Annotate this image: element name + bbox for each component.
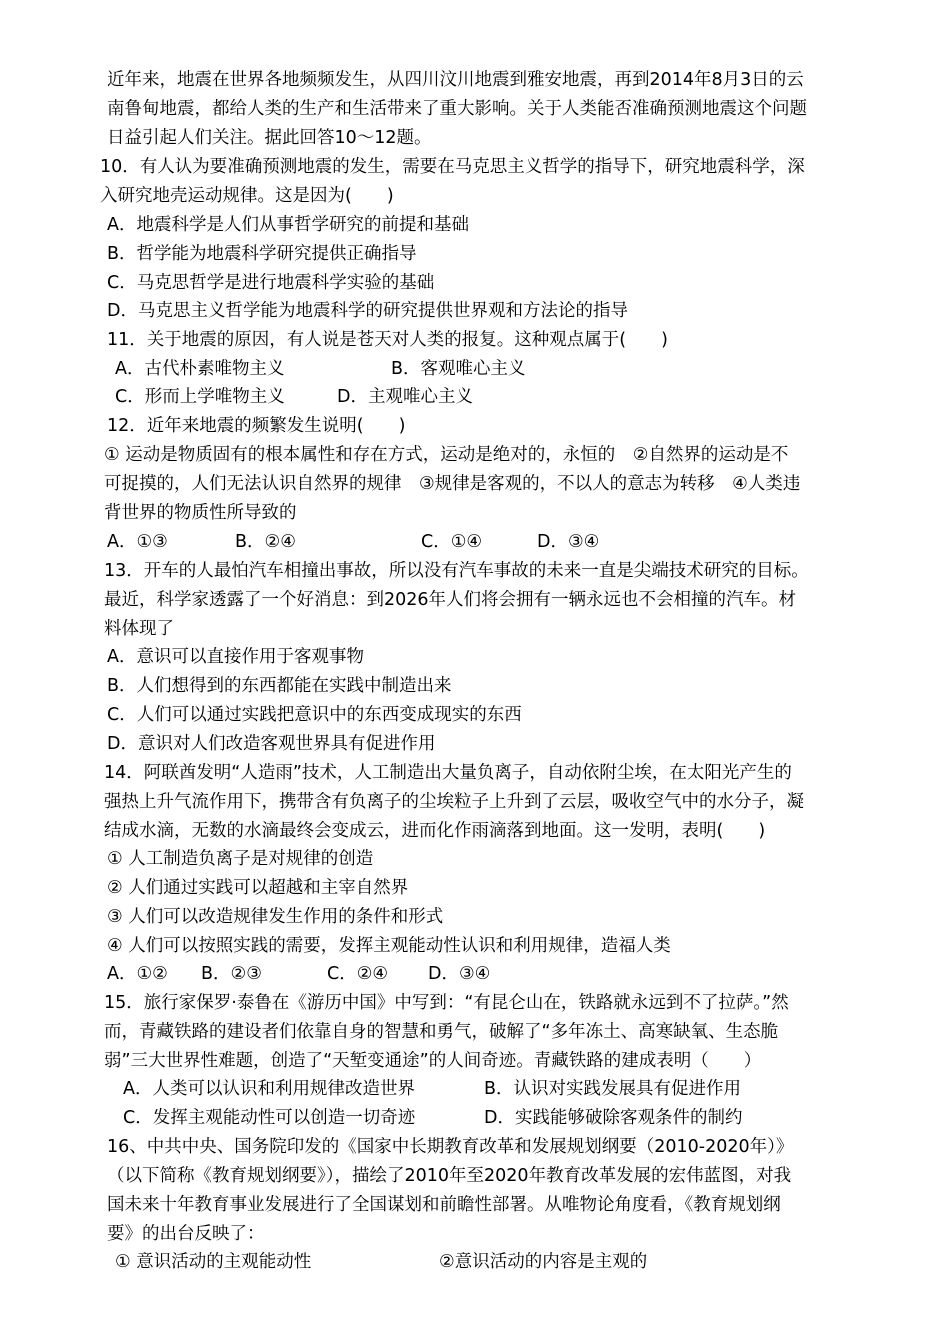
q16-stem-line-4: 要》的出台反映了： — [107, 1224, 265, 1244]
intro-line-3: 日益引起人们关注。据此回答10～12题。 — [107, 128, 432, 148]
q15-stem-line-2: 而，青藏铁路的建设者们依靠自身的智慧和勇气，破解了“多年冻土、高寒缺氧、生态脆 — [104, 1022, 779, 1042]
q10-option-d: D．马克思主义哲学能为地震科学的研究提供世界观和方法论的指导 — [107, 301, 628, 321]
q15-stem-line-1: 15．旅行家保罗·泰鲁在《游历中国》中写到：“有昆仑山在，铁路就永远到不了拉萨。”然 — [104, 993, 789, 1013]
q14-option-c: C．②④ — [327, 964, 389, 984]
q13-stem-line-2: 最近，科学家透露了一个好消息：到2026年人们将会拥有一辆永远也不会相撞的汽车。材 — [104, 590, 797, 610]
q15-stem-line-3: 弱”三大世界性难题，创造了“天堑变通途”的人间奇迹。青藏铁路的建成表明（ ） — [104, 1051, 762, 1071]
q11-option-b: B．客观唯心主义 — [391, 359, 526, 379]
q12-statements-line-2: 可捉摸的，人们无法认识自然界的规律 ③规律是客观的，不以人的意志为转移 ④人类违 — [104, 474, 801, 494]
q13-stem-line-1: 13．开车的人最怕汽车相撞出事故，所以没有汽车事故的未来一直是尖端技术研究的目标。 — [104, 561, 809, 581]
q12-statements-line-1: ① 运动是物质固有的根本属性和存在方式，运动是绝对的，永恒的 ②自然界的运动是不 — [104, 445, 789, 465]
q16-statement-2: ②意识活动的内容是主观的 — [439, 1252, 648, 1272]
q13-option-a: A．意识可以直接作用于客观事物 — [107, 647, 364, 667]
q10-stem-line-1: 10．有人认为要准确预测地震的发生，需要在马克思主义哲学的指导下，研究地震科学，深 — [100, 157, 805, 177]
q16-stem-line-2: （以下简称《教育规划纲要》），描绘了2010年至2020年教育改革发展的宏伟蓝图，对我 — [107, 1166, 792, 1186]
q11-option-d: D．主观唯心主义 — [337, 387, 473, 407]
q14-stem-line-2: 强热上升气流作用下，携带含有负离子的尘埃粒子上升到了云层，吸收空气中的水分子，凝 — [104, 792, 804, 812]
q12-stem: 12．近年来地震的频繁发生说明( ) — [107, 416, 406, 436]
q16-stem-line-3: 国未来十年教育事业发展进行了全国谋划和前瞻性部署。从唯物论角度看，《教育规划纲 — [107, 1195, 781, 1215]
q14-statement-3: ③ 人们可以改造规律发生作用的条件和形式 — [107, 907, 444, 927]
q12-option-b: B．②④ — [235, 532, 296, 552]
q15-option-b: B．认识对实践发展具有促进作用 — [484, 1079, 742, 1099]
q10-option-a: A．地震科学是人们从事哲学研究的前提和基础 — [107, 215, 469, 235]
q14-stem-line-1: 14．阿联酋发明“人造雨”技术，人工制造出大量负离子，自动依附尘埃，在太阳光产生的 — [104, 763, 792, 783]
q14-option-b: B．②③ — [201, 964, 262, 984]
q13-stem-line-3: 料体现了 — [104, 619, 174, 639]
q14-option-a: A．①② — [107, 964, 168, 984]
q12-option-c: C．①④ — [421, 532, 483, 552]
q10-option-b: B．哲学能为地震科学研究提供正确指导 — [107, 244, 417, 264]
q10-option-c: C．马克思哲学是进行地震科学实验的基础 — [107, 273, 435, 293]
q16-stem-line-1: 16、中共中央、国务院印发的《国家中长期教育改革和发展规划纲要（2010-2020年）》 — [107, 1137, 794, 1157]
intro-line-1: 近年来，地震在世界各地频频发生，从四川汶川地震到雅安地震，再到2014年8月3日的云 — [107, 70, 804, 90]
q13-option-c: C．人们可以通过实践把意识中的东西变成现实的东西 — [107, 705, 522, 725]
intro-line-2: 南鲁甸地震，都给人类的生产和生活带来了重大影响。关于人类能否准确预测地震这个问题 — [107, 99, 807, 119]
q13-option-d: D．意识对人们改造客观世界具有促进作用 — [107, 734, 436, 754]
q12-option-d: D．③④ — [537, 532, 600, 552]
q14-stem-line-3: 结成水滴，无数的水滴最终会变成云，进而化作雨滴落到地面。这一发明，表明( ) — [104, 821, 766, 841]
q12-option-a: A．①③ — [107, 532, 168, 552]
q14-statement-1: ① 人工制造负离子是对规律的创造 — [107, 849, 374, 869]
q11-option-c: C．形而上学唯物主义 — [115, 387, 285, 407]
q11-stem: 11．关于地震的原因，有人说是苍天对人类的报复。这种观点属于( ) — [107, 330, 668, 350]
q11-option-a: A．古代朴素唯物主义 — [115, 359, 285, 379]
q10-stem-line-2: 入研究地壳运动规律。这是因为( ) — [100, 186, 394, 206]
q14-statement-2: ② 人们通过实践可以超越和主宰自然界 — [107, 878, 409, 898]
q15-option-d: D．实践能够破除客观条件的制约 — [484, 1108, 743, 1128]
q16-statement-1: ① 意识活动的主观能动性 — [115, 1252, 312, 1272]
q12-statements-line-3: 背世界的物质性所导致的 — [104, 503, 297, 523]
q14-option-d: D．③④ — [428, 964, 491, 984]
q15-option-a: A．人类可以认识和利用规律改造世界 — [123, 1079, 415, 1099]
q13-option-b: B．人们想得到的东西都能在实践中制造出来 — [107, 676, 452, 696]
q15-option-c: C．发挥主观能动性可以创造一切奇迹 — [123, 1108, 416, 1128]
q14-statement-4: ④ 人们可以按照实践的需要，发挥主观能动性认识和利用规律，造福人类 — [107, 936, 671, 956]
